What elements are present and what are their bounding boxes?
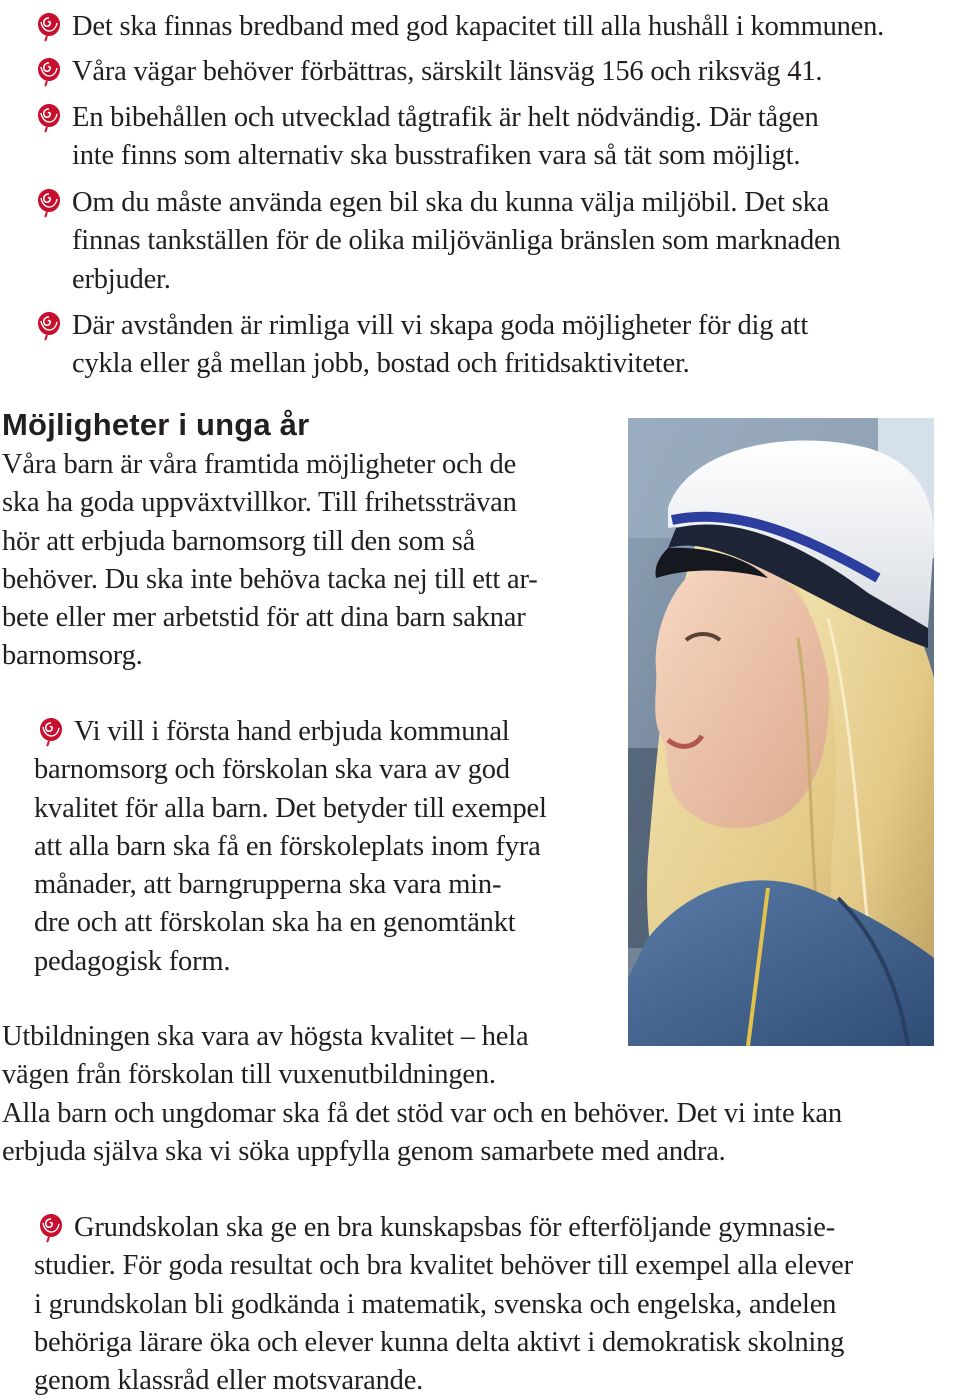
bullet-text-line: erbjuder. <box>72 263 171 295</box>
paragraph-line: Utbildningen ska vara av högsta kvalitet – hela <box>2 1021 529 1052</box>
rose-icon <box>34 186 64 218</box>
paragraph-line: att alla barn ska få en förskoleplats inom fyra <box>34 830 541 862</box>
bullet-roads <box>72 53 822 91</box>
bullet-car <box>72 184 841 299</box>
bullet-text-line: Det ska finnas bredband med god kapacitet till alla hushåll i kommunen. <box>72 11 885 42</box>
paragraph-line: Vi vill i första hand erbjuda kommunal <box>74 716 510 747</box>
bullet-text-line: inte finns som alternativ ska busstrafiken vara så tät som möjligt. <box>72 140 801 172</box>
paragraph-line: Våra barn är våra framtida möjligheter och de <box>2 449 517 480</box>
paragraph-line: månader, att barngrupperna ska vara min- <box>34 869 502 901</box>
paragraph-line: studier. För goda resultat och bra kvalitet behöver till exempel alla elever <box>34 1250 853 1282</box>
paragraph-line: ska ha goda uppväxtvillkor. Till frihetssträvan <box>2 487 517 519</box>
rose-icon <box>34 55 64 87</box>
bullet-text-line: En bibehållen och utvecklad tågtrafik är helt nödvändig. Där tågen <box>72 102 819 133</box>
rose-icon <box>34 101 64 133</box>
paragraph-line: i grundskolan bli godkända i matematik, svenska och engelska, andelen <box>34 1288 837 1320</box>
paragraph-line: vägen från förskolan till vuxenutbildningen. <box>2 1059 496 1091</box>
paragraph-line: hör att erbjuda barnomsorg till den som så <box>2 525 476 557</box>
paragraph-line: barnomsorg. <box>2 640 143 672</box>
paragraph-line: behöver. Du ska inte behöva tacka nej till ett ar- <box>2 563 538 595</box>
intro-paragraph <box>2 446 537 676</box>
bullet-text-line: finnas tankställen för de olika miljövänliga bränslen som marknaden <box>72 225 841 257</box>
rose-icon <box>34 10 64 42</box>
paragraph-line: kvalitet för alla barn. Det betyder till exempel <box>34 792 547 824</box>
rose-icon <box>36 715 66 747</box>
bullet-cycling <box>72 307 808 384</box>
bullet-text-line: Om du måste använda egen bil ska du kunna välja miljöbil. Det ska <box>72 187 830 218</box>
bullet-school <box>34 1209 853 1400</box>
paragraph-line: pedagogisk form. <box>34 945 231 977</box>
paragraph-line: Alla barn och ungdomar ska få det stöd var och en behöver. Det vi inte kan <box>2 1097 842 1129</box>
bullet-train <box>72 99 819 176</box>
graduate-student-photo <box>628 418 934 1046</box>
paragraph-line: Grundskolan ska ge en bra kunskapsbas för efterföljande gymnasie- <box>74 1212 836 1243</box>
paragraph-line: behöriga lärare öka och elever kunna delta aktivt i demokratisk skolning <box>34 1326 845 1358</box>
bullet-text-line: Våra vägar behöver förbättras, särskilt länsväg 156 och riksväg 41. <box>72 56 823 87</box>
paragraph-line: erbjuda själva ska vi söka uppfylla genom samarbete med andra. <box>2 1135 726 1167</box>
paragraph-line: bete eller mer arbetstid för att dina barn saknar <box>2 602 526 634</box>
paragraph-line: genom klassråd eller motsvarande. <box>34 1365 424 1397</box>
bullet-text-line: cykla eller gå mellan jobb, bostad och fritidsaktiviteter. <box>72 348 690 380</box>
rose-icon <box>34 309 64 341</box>
rose-icon <box>36 1211 66 1243</box>
paragraph-line: dre och att förskolan ska ha en genomtänkt <box>34 907 516 939</box>
section-heading: Möjligheter i unga år <box>2 407 310 442</box>
bullet-childcare <box>34 713 547 981</box>
bullet-broadband <box>72 8 884 46</box>
bullet-text-line: Där avstånden är rimliga vill vi skapa goda möjligheter för dig att <box>72 310 809 341</box>
paragraph-line: barnomsorg och förskolan ska vara av god <box>34 754 510 786</box>
